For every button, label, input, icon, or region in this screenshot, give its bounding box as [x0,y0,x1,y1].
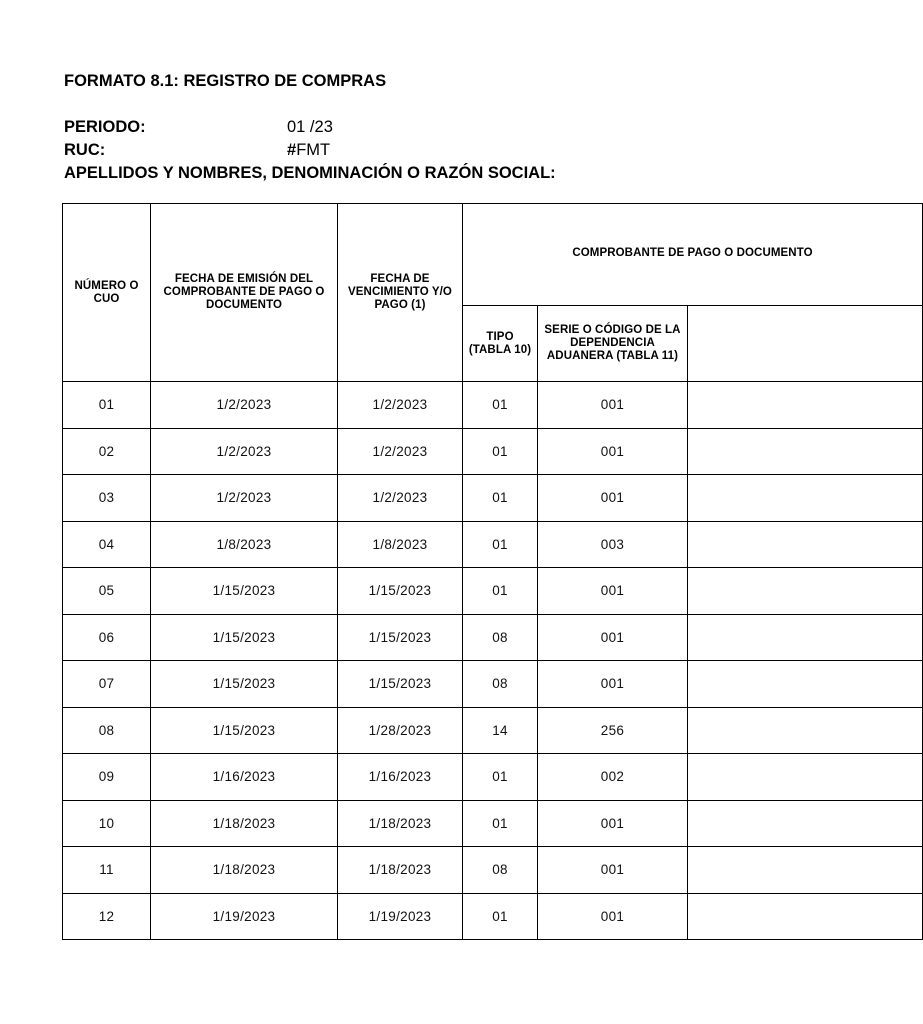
cell-fecha-vencimiento: 1/15/2023 [338,661,463,708]
cell-tipo: 01 [463,754,538,801]
cell-fecha-emision: 1/15/2023 [151,614,338,661]
table-row [63,661,923,708]
cell-serie: 001 [538,475,688,522]
cell-continued [688,521,923,568]
cell-fecha-emision: 1/18/2023 [151,800,338,847]
cell-serie: 001 [538,382,688,429]
cell-serie: 003 [538,521,688,568]
header-fecha-emision: FECHA DE EMISIÓN DEL COMPROBANTE DE PAGO O DOCUMENTO [151,204,338,382]
cell-fecha-emision: 1/2/2023 [151,428,338,475]
cell-numero: 09 [63,754,151,801]
ruc-text: FMT [296,141,331,159]
cell-serie: 256 [538,707,688,754]
cell-fecha-emision: 1/18/2023 [151,847,338,894]
cell-serie: 001 [538,847,688,894]
header-numero-cuo: NÚMERO O CUO [63,204,151,382]
cell-numero: 08 [63,707,151,754]
cell-tipo: 01 [463,428,538,475]
cell-tipo: 08 [463,661,538,708]
cell-tipo: 08 [463,614,538,661]
cell-serie: 001 [538,800,688,847]
cell-fecha-emision: 1/2/2023 [151,475,338,522]
header-fecha-vencimiento: FECHA DE VENCIMIENTO Y/O PAGO (1) [338,204,463,382]
table-row [63,428,923,475]
cell-tipo: 08 [463,847,538,894]
cell-fecha-vencimiento: 1/19/2023 [338,893,463,940]
cell-fecha-vencimiento: 1/15/2023 [338,568,463,615]
cell-numero: 05 [63,568,151,615]
cell-continued [688,893,923,940]
cell-fecha-vencimiento: 1/16/2023 [338,754,463,801]
cell-fecha-vencimiento: 1/28/2023 [338,707,463,754]
header-serie: SERIE O CÓDIGO DE LA DEPENDENCIA ADUANERA (TABLA 11) [538,306,688,382]
cell-fecha-emision: 1/15/2023 [151,568,338,615]
cell-serie: 002 [538,754,688,801]
cell-fecha-vencimiento: 1/18/2023 [338,800,463,847]
cell-numero: 07 [63,661,151,708]
cell-tipo: 01 [463,521,538,568]
cell-fecha-emision: 1/16/2023 [151,754,338,801]
cell-fecha-emision: 1/15/2023 [151,661,338,708]
cell-fecha-emision: 1/15/2023 [151,707,338,754]
cell-numero: 06 [63,614,151,661]
cell-fecha-vencimiento: 1/2/2023 [338,475,463,522]
cell-numero: 10 [63,800,151,847]
ruc-label: RUC: [64,141,106,159]
cell-fecha-emision: 1/8/2023 [151,521,338,568]
cell-fecha-vencimiento: 1/15/2023 [338,614,463,661]
table-row [63,475,923,522]
cell-fecha-vencimiento: 1/2/2023 [338,382,463,429]
document-title: FORMATO 8.1: REGISTRO DE COMPRAS [64,72,387,90]
cell-tipo: 01 [463,382,538,429]
cell-numero: 02 [63,428,151,475]
table-row [63,614,923,661]
cell-serie: 001 [538,661,688,708]
cell-serie: 001 [538,428,688,475]
table-row [63,707,923,754]
cell-tipo: 01 [463,893,538,940]
cell-continued [688,568,923,615]
header-continued [688,306,923,382]
cell-numero: 01 [63,382,151,429]
cell-continued [688,707,923,754]
cell-serie: 001 [538,568,688,615]
cell-continued [688,661,923,708]
cell-serie: 001 [538,893,688,940]
cell-continued [688,754,923,801]
table-row [63,521,923,568]
table-row [63,847,923,894]
cell-continued [688,475,923,522]
cell-tipo: 01 [463,475,538,522]
header-comprobante-group [463,204,923,306]
cell-fecha-emision: 1/2/2023 [151,382,338,429]
cell-serie: 001 [538,614,688,661]
table-row [63,382,923,429]
registro-compras-table [62,203,923,940]
periodo-value: 01 /23 [287,118,333,136]
cell-continued [688,428,923,475]
cell-continued [688,614,923,661]
cell-tipo: 01 [463,568,538,615]
ruc-hash: # [287,141,297,159]
razon-social-label: APELLIDOS Y NOMBRES, DENOMINACIÓN O RAZÓN SOCIAL: [64,164,556,182]
table-row [63,893,923,940]
cell-continued [688,847,923,894]
cell-continued [688,382,923,429]
cell-numero: 12 [63,893,151,940]
table-row [63,568,923,615]
cell-numero: 11 [63,847,151,894]
cell-fecha-vencimiento: 1/8/2023 [338,521,463,568]
table-row [63,754,923,801]
header-comprobante-group-label: COMPROBANTE DE PAGO O DOCUMENTO [572,247,813,259]
cell-numero: 03 [63,475,151,522]
cell-tipo: 01 [463,800,538,847]
cell-tipo: 14 [463,707,538,754]
cell-continued [688,800,923,847]
table-body [63,382,923,940]
cell-fecha-emision: 1/19/2023 [151,893,338,940]
cell-numero: 04 [63,521,151,568]
cell-fecha-vencimiento: 1/2/2023 [338,428,463,475]
header-tipo: TIPO (TABLA 10) [463,306,538,382]
cell-fecha-vencimiento: 1/18/2023 [338,847,463,894]
table-row [63,800,923,847]
ruc-value [287,140,330,160]
periodo-label: PERIODO: [64,118,146,136]
registro-table-viewport [62,203,813,943]
